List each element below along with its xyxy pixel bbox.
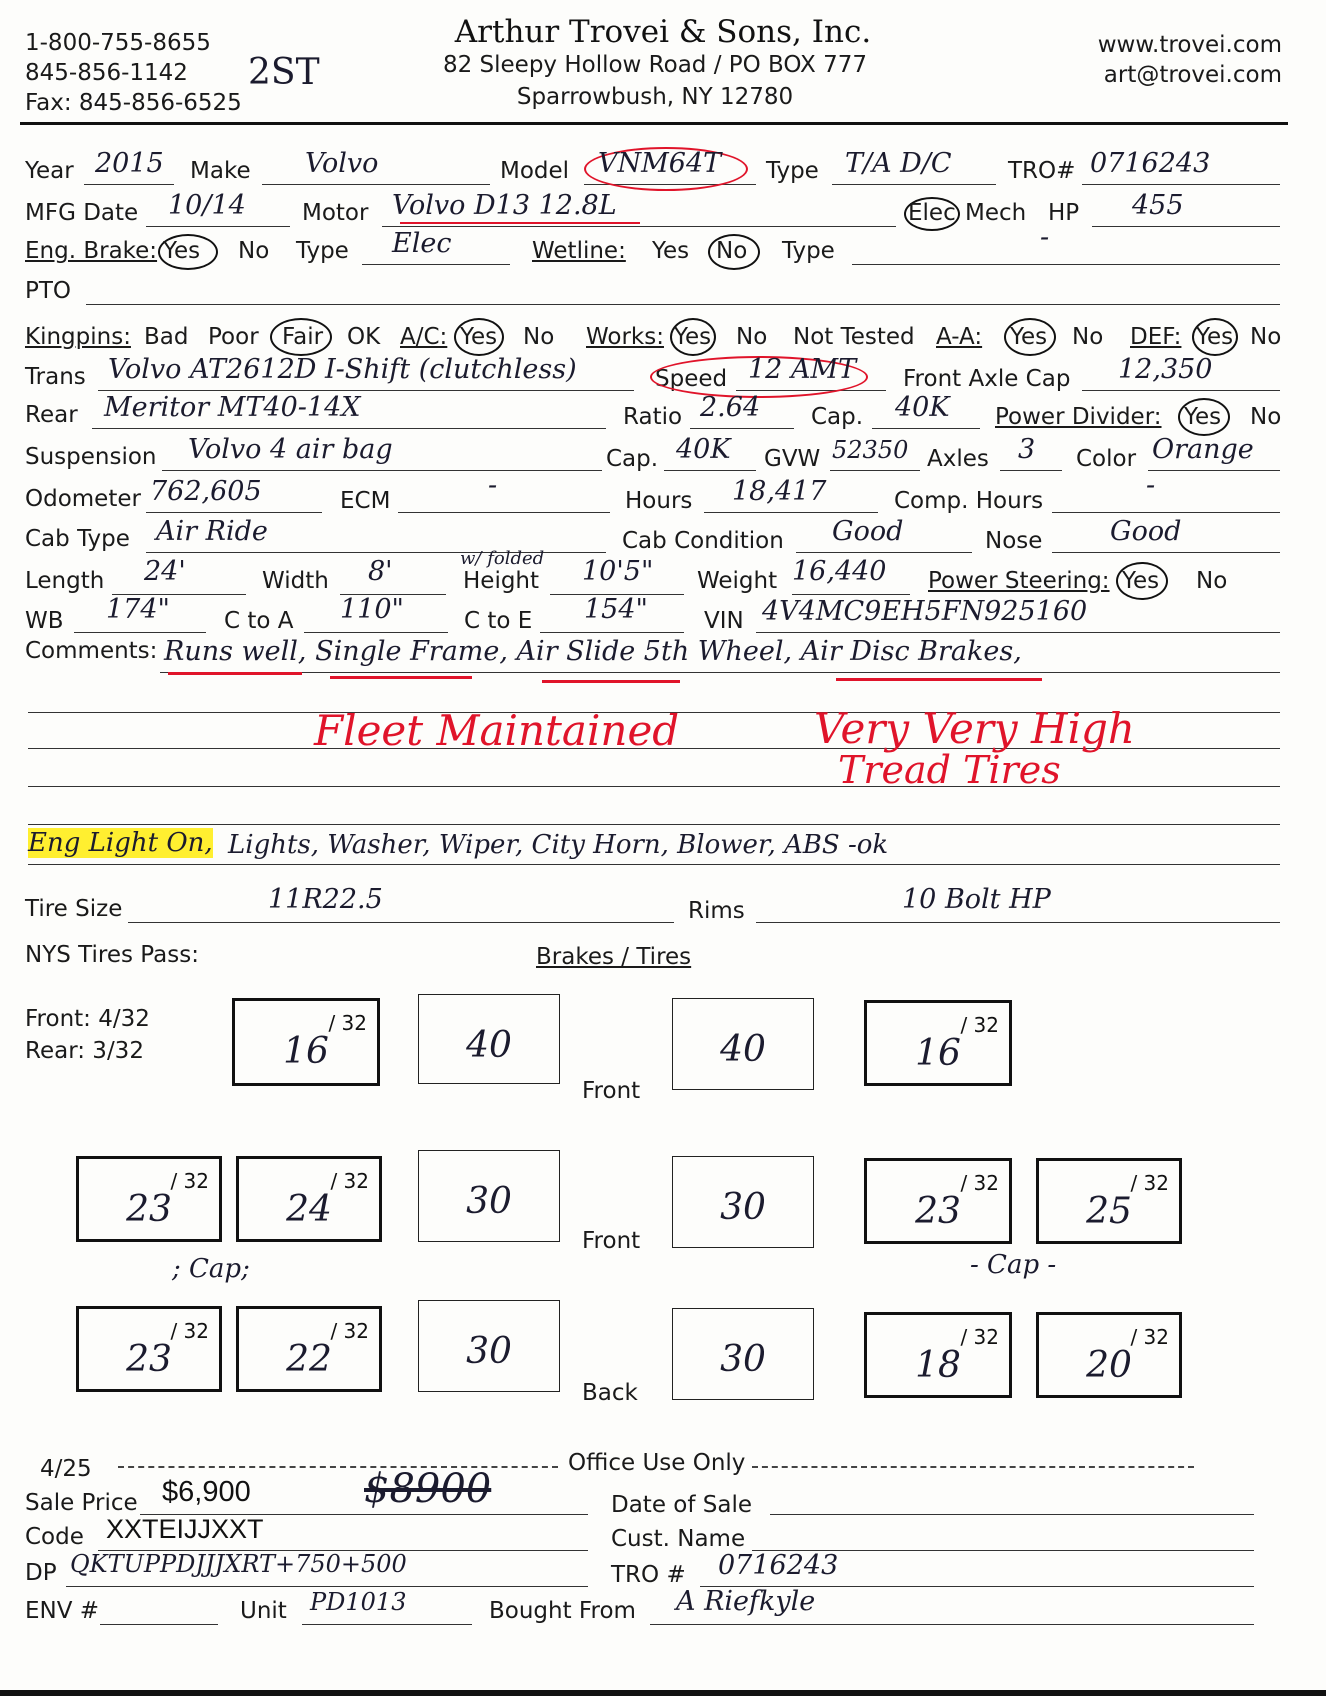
axles-value[interactable]: 3 <box>1018 434 1036 465</box>
code-value[interactable]: XXTEIJJXXT <box>106 1514 264 1544</box>
brake-drive1-right[interactable] <box>672 1156 814 1248</box>
ratio-line <box>690 428 794 429</box>
wb-line <box>74 632 206 633</box>
cab-condition-value[interactable]: Good <box>832 516 904 547</box>
comp-hours-label: Comp. Hours <box>894 488 1044 514</box>
hours-line <box>704 512 878 513</box>
red-note-fleet: Fleet Maintained <box>314 706 680 755</box>
eng-brake-yes[interactable]: Yes <box>163 238 201 264</box>
red-note-very-high: Very Very High <box>814 704 1135 753</box>
tire-drive2-right-outer[interactable] <box>1036 1312 1182 1398</box>
cap-note-left: ; Cap; <box>172 1254 250 1284</box>
tire-tread-value: 24 <box>286 1189 332 1230</box>
pto-label: PTO <box>25 278 72 304</box>
env-label: ENV # <box>25 1598 100 1624</box>
mfg-date-value[interactable]: 10/14 <box>168 190 246 221</box>
sale-price-label: Sale Price <box>25 1490 138 1516</box>
env-line <box>100 1624 218 1625</box>
ac-yes[interactable]: Yes <box>460 324 498 350</box>
comment-red-underline-3 <box>542 680 680 683</box>
front-axle-label-1: Front <box>582 1078 641 1104</box>
c-to-e-value[interactable]: 154" <box>584 594 648 625</box>
type-line <box>832 184 996 185</box>
works-label: Works: <box>586 324 664 350</box>
tire-tread-value: 25 <box>1086 1191 1132 1232</box>
cab-type-label: Cab Type <box>25 526 130 552</box>
kingpins-label: Kingpins: <box>25 324 131 350</box>
per32-label: / 32 <box>330 1319 369 1343</box>
gvw-line <box>830 470 920 471</box>
power-steering-no[interactable]: No <box>1196 568 1228 594</box>
fax: Fax: 845-856-6525 <box>25 90 242 116</box>
suspension-value[interactable]: Volvo 4 air bag <box>188 434 393 465</box>
nose-line <box>1052 552 1280 553</box>
elec-label: Elec <box>908 200 956 226</box>
width-label: Width <box>262 568 329 594</box>
aa-label: A-A: <box>936 324 983 350</box>
front-axle-cap-label: Front Axle Cap <box>903 366 1071 392</box>
per32-label: / 32 <box>960 1013 999 1037</box>
brake-drive2-right[interactable] <box>672 1308 814 1400</box>
brake-value: 30 <box>720 1187 766 1228</box>
company-name: Arthur Trovei & Sons, Inc. <box>454 14 872 50</box>
width-value[interactable]: 8' <box>368 556 393 587</box>
ratio-value[interactable]: 2.64 <box>700 392 761 423</box>
dp-line <box>66 1586 588 1587</box>
page-bottom-edge <box>0 1690 1326 1696</box>
rear-cap-line <box>872 428 980 429</box>
eng-brake-no[interactable]: No <box>238 238 270 264</box>
tire-drive1-right-outer[interactable] <box>1036 1158 1182 1244</box>
color-value[interactable]: Orange <box>1152 434 1254 465</box>
office-use-only-label: Office Use Only <box>568 1450 746 1476</box>
comments-label: Comments: <box>25 638 158 664</box>
brake-value: 40 <box>720 1029 766 1070</box>
c-to-a-label: C to A <box>224 608 294 634</box>
wb-label: WB <box>25 608 64 634</box>
motor-label: Motor <box>302 200 369 226</box>
odometer-label: Odometer <box>25 486 141 512</box>
cab-condition-line <box>796 552 972 553</box>
office-dash-right <box>752 1466 1194 1468</box>
height-note: w/ folded <box>460 548 545 569</box>
comments-line-4 <box>28 786 1280 787</box>
rims-line <box>756 922 1280 923</box>
per32-label: / 32 <box>960 1325 999 1349</box>
tro-value[interactable]: 0716243 <box>1090 148 1211 179</box>
tro-line <box>1082 184 1280 185</box>
unit-line <box>302 1624 472 1625</box>
email-link[interactable]: art@trovei.com <box>1103 62 1282 88</box>
comments-line-5 <box>28 824 1280 825</box>
weight-label: Weight <box>697 568 778 594</box>
tire-size-line <box>128 922 674 923</box>
eng-brake-type-value[interactable]: Elec <box>392 228 452 259</box>
axles-line <box>1000 470 1062 471</box>
kingpins-ok[interactable]: OK <box>347 324 381 350</box>
code-label: Code <box>25 1524 84 1550</box>
year-line <box>84 184 174 185</box>
wetline-no[interactable]: No <box>716 238 748 264</box>
brake-value: 30 <box>466 1331 512 1372</box>
rear-value[interactable]: Meritor MT40-14X <box>104 392 361 423</box>
nys-rear-spec: Rear: 3/32 <box>25 1038 144 1064</box>
per32-label: / 32 <box>330 1169 369 1193</box>
cap-note-right: - Cap - <box>970 1250 1057 1280</box>
brake-front-left[interactable] <box>418 994 560 1084</box>
hours-label: Hours <box>625 488 693 514</box>
per32-label: / 32 <box>328 1011 367 1035</box>
make-value[interactable]: Volvo <box>305 148 379 179</box>
aa-no[interactable]: No <box>1072 324 1104 350</box>
per32-label: / 32 <box>1130 1171 1169 1195</box>
tire-front-right[interactable] <box>864 1000 1012 1086</box>
motor-value[interactable]: Volvo D13 12.8L <box>392 190 617 221</box>
vin-line <box>756 632 1280 633</box>
kingpins-bad[interactable]: Bad <box>144 324 189 350</box>
brake-drive2-left[interactable] <box>418 1300 560 1392</box>
works-yes[interactable]: Yes <box>674 324 712 350</box>
susp-cap-label: Cap. <box>606 446 659 472</box>
height-label: Height <box>463 568 540 594</box>
comments-line-6 <box>28 864 1280 865</box>
color-line <box>1148 470 1280 471</box>
works-no[interactable]: No <box>736 324 768 350</box>
cab-condition-label: Cab Condition <box>622 528 784 554</box>
tire-drive2-right-inner[interactable] <box>864 1312 1012 1398</box>
susp-cap-line <box>664 470 756 471</box>
ecm-line <box>398 512 610 513</box>
def-yes[interactable]: Yes <box>1196 324 1234 350</box>
trans-label: Trans <box>25 364 86 390</box>
brakes-tires-heading: Brakes / Tires <box>536 944 692 970</box>
tro2-value[interactable]: 0716243 <box>718 1550 839 1581</box>
suspension-line <box>162 470 602 471</box>
def-no[interactable]: No <box>1250 324 1282 350</box>
tire-drive1-left-outer[interactable] <box>76 1156 222 1242</box>
wetline-label: Wetline: <box>532 238 626 264</box>
type-label: Type <box>766 158 819 184</box>
vin-value[interactable]: 4V4MC9EH5FN925160 <box>762 596 1088 627</box>
nys-front-spec: Front: 4/32 <box>25 1006 150 1032</box>
length-label: Length <box>25 568 105 594</box>
length-value[interactable]: 24' <box>144 556 186 587</box>
comments-value[interactable]: Runs well, Single Frame, Air Slide 5th Wheel, Air Disc Brakes, <box>164 636 1022 667</box>
comments-line-1 <box>160 672 1280 673</box>
aa-yes[interactable]: Yes <box>1010 324 1048 350</box>
wetline-type-label: Type <box>782 238 835 264</box>
phone-2: 845-856-1142 <box>25 60 188 86</box>
comp-hours-value[interactable]: - <box>1146 470 1156 501</box>
weight-value[interactable]: 16,440 <box>792 556 887 587</box>
unit-label: Unit <box>240 1598 287 1624</box>
per32-label: / 32 <box>960 1171 999 1195</box>
front-axle-label-2: Front <box>582 1228 641 1254</box>
c-to-e-label: C to E <box>464 608 533 634</box>
speed-value[interactable]: 12 AMT <box>748 354 857 385</box>
office-dash-left <box>118 1466 558 1468</box>
odometer-value[interactable]: 762,605 <box>150 476 262 507</box>
c-to-a-line <box>304 632 448 633</box>
tro-label: TRO# <box>1008 158 1076 184</box>
def-label: DEF: <box>1130 324 1182 350</box>
nys-tires-label: NYS Tires Pass: <box>25 942 199 968</box>
tire-size-label: Tire Size <box>25 896 123 922</box>
tire-tread-value: 23 <box>126 1339 172 1380</box>
tire-drive1-right-inner[interactable] <box>864 1158 1012 1244</box>
wb-value[interactable]: 174" <box>106 594 170 625</box>
suspension-label: Suspension <box>25 444 157 470</box>
rear-label: Rear <box>25 402 78 428</box>
bought-from-line <box>650 1624 1254 1625</box>
tire-tread-value: 16 <box>915 1033 961 1074</box>
eng-brake-label: Eng. Brake: <box>25 238 158 264</box>
brake-front-right[interactable] <box>672 998 814 1090</box>
axles-label: Axles <box>927 446 989 472</box>
comment-red-underline-2 <box>330 676 472 679</box>
hp-line <box>1092 226 1280 227</box>
power-divider-yes[interactable]: Yes <box>1184 404 1222 430</box>
tire-tread-value: 22 <box>286 1339 332 1380</box>
motor-line <box>382 226 896 227</box>
mech-label: Mech <box>965 200 1027 226</box>
model-label: Model <box>500 158 570 184</box>
brake-value: 30 <box>720 1339 766 1380</box>
handwritten-note-2st: 2ST <box>248 52 320 93</box>
front-axle-cap-value[interactable]: 12,350 <box>1118 354 1213 385</box>
cab-type-value[interactable]: Air Ride <box>156 516 268 547</box>
per32-label: / 32 <box>170 1319 209 1343</box>
dp-label: DP <box>25 1560 57 1586</box>
weight-line <box>792 594 910 595</box>
tire-tread-value: 23 <box>126 1189 172 1230</box>
comment-red-underline-1 <box>168 672 302 675</box>
mfg-date-line <box>146 226 290 227</box>
ac-no[interactable]: No <box>523 324 555 350</box>
ecm-label: ECM <box>340 488 391 514</box>
back-axle-label: Back <box>582 1380 638 1406</box>
checks-value[interactable]: Lights, Washer, Wiper, City Horn, Blower, ABS -ok <box>228 830 889 860</box>
wetline-type-value[interactable]: - <box>1040 222 1050 253</box>
hours-value[interactable]: 18,417 <box>732 476 827 507</box>
front-axle-cap-line <box>1082 390 1280 391</box>
rear-cap-label: Cap. <box>811 404 864 430</box>
power-divider-label: Power Divider: <box>995 404 1162 430</box>
power-divider-no[interactable]: No <box>1250 404 1282 430</box>
eng-brake-type-label: Type <box>296 238 349 264</box>
rear-line <box>92 428 606 429</box>
make-line <box>262 184 490 185</box>
year-value[interactable]: 2015 <box>95 148 164 179</box>
unit-value[interactable]: PD1013 <box>310 1588 407 1616</box>
tire-drive1-left-inner[interactable] <box>236 1156 382 1242</box>
tro2-label: TRO # <box>611 1562 686 1588</box>
c-to-a-value[interactable]: 110" <box>340 594 404 625</box>
motor-red-underline <box>400 222 640 224</box>
company-address-1: 82 Sleepy Hollow Road / PO BOX 777 <box>442 52 868 78</box>
header-divider <box>20 122 1288 125</box>
hp-value[interactable]: 455 <box>1132 190 1184 221</box>
ecm-value[interactable]: - <box>488 470 498 501</box>
power-steering-label: Power Steering: <box>928 568 1110 594</box>
c-to-e-line <box>540 632 684 633</box>
tire-tread-value: 20 <box>1086 1345 1132 1386</box>
power-steering-yes[interactable]: Yes <box>1122 568 1160 594</box>
eng-light-highlight: Eng Light On, <box>28 828 213 858</box>
make-label: Make <box>190 158 251 184</box>
kingpins-poor[interactable]: Poor <box>208 324 259 350</box>
dp-value[interactable]: QKTUPPDJJJXRT+750+500 <box>70 1550 407 1578</box>
color-label: Color <box>1076 446 1137 472</box>
wetline-type-line <box>852 264 1280 265</box>
bought-from-label: Bought From <box>489 1598 636 1624</box>
website-link[interactable]: www.trovei.com <box>1097 32 1282 58</box>
eng-brake-type-line <box>362 264 510 265</box>
sale-price-value[interactable]: $6,900 <box>162 1476 251 1508</box>
date-of-sale-label: Date of Sale <box>611 1492 752 1518</box>
gvw-label: GVW <box>764 446 821 472</box>
bought-from-value[interactable]: A Riefkyle <box>676 1586 816 1617</box>
brake-drive1-left[interactable] <box>418 1150 560 1242</box>
per32-label: / 32 <box>170 1169 209 1193</box>
tire-front-left[interactable] <box>232 998 380 1086</box>
type-value[interactable]: T/A D/C <box>845 148 952 179</box>
pto-line <box>86 304 1280 305</box>
date-of-sale-line <box>770 1514 1254 1515</box>
ratio-label: Ratio <box>623 404 683 430</box>
vin-label: VIN <box>704 608 744 634</box>
tire-drive2-left-inner[interactable] <box>236 1306 382 1392</box>
tire-tread-value: 18 <box>915 1345 961 1386</box>
hp-label: HP <box>1048 200 1080 226</box>
comment-red-underline-4 <box>836 678 1042 681</box>
trans-value[interactable]: Volvo AT2612D I-Shift (clutchless) <box>108 354 577 385</box>
ac-label: A/C: <box>400 324 448 350</box>
tire-drive2-left-outer[interactable] <box>76 1306 222 1392</box>
nose-value[interactable]: Good <box>1110 516 1182 547</box>
red-note-tread-tires: Tread Tires <box>838 748 1061 792</box>
model-value[interactable]: VNM64T <box>598 148 722 179</box>
old-price-struck: $8900 <box>364 1466 492 1512</box>
works-not-tested[interactable]: Not Tested <box>793 324 915 350</box>
susp-cap-value[interactable]: 40K <box>676 434 731 465</box>
phone-1: 1-800-755-8655 <box>25 30 211 56</box>
trans-line <box>98 390 634 391</box>
tire-tread-value: 16 <box>283 1031 329 1072</box>
wetline-yes[interactable]: Yes <box>652 238 690 264</box>
comp-hours-line <box>1052 512 1280 513</box>
tire-tread-value: 23 <box>915 1191 961 1232</box>
odometer-line <box>146 512 322 513</box>
rims-label: Rims <box>688 898 745 924</box>
nose-label: Nose <box>985 528 1043 554</box>
height-value[interactable]: 10'5" <box>582 556 654 587</box>
tire-size-value[interactable]: 11R22.5 <box>268 884 383 915</box>
office-date-note: 4/25 <box>40 1456 92 1482</box>
brake-value: 30 <box>466 1181 512 1222</box>
rims-value[interactable]: 10 Bolt HP <box>902 884 1051 915</box>
brake-value: 40 <box>466 1025 512 1066</box>
gvw-value[interactable]: 52350 <box>832 436 909 464</box>
speed-label: Speed <box>655 366 728 392</box>
kingpins-fair[interactable]: Fair <box>282 324 324 350</box>
company-address-2: Sparrowbush, NY 12780 <box>516 84 794 110</box>
per32-label: / 32 <box>1130 1325 1169 1349</box>
mfg-date-label: MFG Date <box>25 200 139 226</box>
year-label: Year <box>25 158 74 184</box>
rear-cap-value[interactable]: 40K <box>895 392 950 423</box>
cust-name-label: Cust. Name <box>611 1526 746 1552</box>
